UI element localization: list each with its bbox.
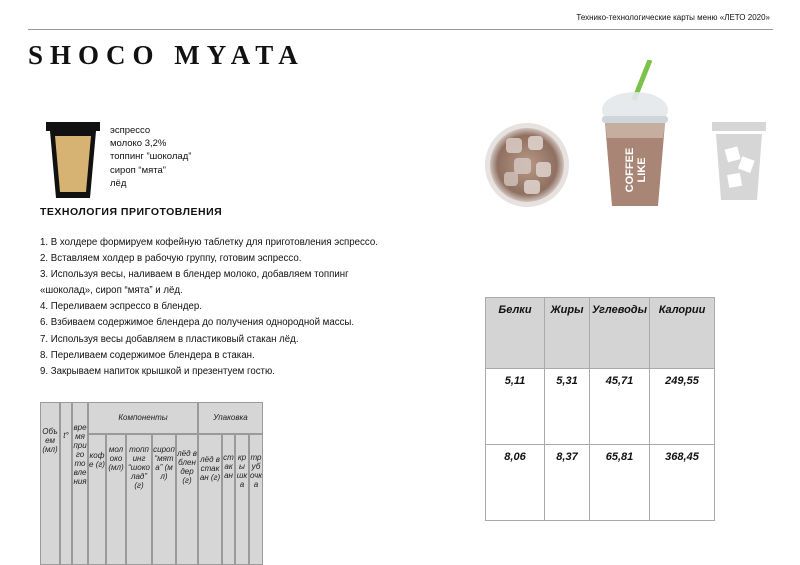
cup-brand-text: LIKE xyxy=(636,157,648,183)
table-header-row xyxy=(486,298,715,369)
table-cell: 8,06 xyxy=(486,445,545,521)
ingredient-item: топпинг ”шоколад” xyxy=(110,151,192,163)
step-item: 7. Используя весы добавляем в пластиковый стакан лёд. xyxy=(40,333,299,345)
table-cell: 8,37 xyxy=(545,445,590,521)
step-item: 4. Переливаем эспрессо в блендер. xyxy=(40,301,202,313)
drink-top-view-image xyxy=(484,122,570,208)
component-col-header: кофе (г) xyxy=(88,434,106,565)
step-item: 9. Закрываем напиток крышкой и презентуем гостю. xyxy=(40,365,275,377)
table-row xyxy=(486,369,715,445)
temp-header: t° xyxy=(60,402,72,565)
cup-brand-text: COFFEE xyxy=(624,147,636,193)
components-group-header: Компоненты xyxy=(88,402,198,434)
ingredient-item: лёд xyxy=(110,177,127,189)
volume-header: Объем (мл) xyxy=(40,402,60,565)
page-title: SHOCO MYATA xyxy=(28,40,305,70)
table-cell: 368,45 xyxy=(650,445,715,521)
packaging-group-header: Упаковка xyxy=(198,402,263,434)
section-title: ТЕХНОЛОГИЯ ПРИГОТОВЛЕНИЯ xyxy=(40,206,223,218)
step-item: 2. Вставляем холдер в рабочую группу, готовим эспрессо. xyxy=(40,253,302,265)
table-cell: 5,11 xyxy=(486,369,545,445)
table-cell: 45,71 xyxy=(590,369,650,445)
packaging-col-header: стакан xyxy=(222,434,235,565)
ingredient-item: сироп “мята” xyxy=(110,164,166,176)
steps-list xyxy=(40,235,460,380)
ingredients-list xyxy=(110,124,191,190)
step-item: 6. Взбиваем содержимое блендера до получения однородной массы. xyxy=(40,317,355,329)
header-cell: Углеводы xyxy=(590,298,650,369)
header-cell: Белки xyxy=(486,298,545,369)
ingredient-item: молоко 3,2% xyxy=(110,138,167,150)
packaging-col-header: трубочка xyxy=(249,434,263,565)
step-item: 3. Используя весы, наливаем в блендер молоко, добавляем топпинг xyxy=(40,269,349,281)
header-cell: Калории xyxy=(650,298,715,369)
nutrition-table xyxy=(485,297,715,521)
component-col-header: молоко (мл) xyxy=(106,434,126,565)
table-cell: 5,31 xyxy=(545,369,590,445)
components-table xyxy=(40,402,265,565)
table-cell: 249,55 xyxy=(650,369,715,445)
time-header: время приготовления xyxy=(72,402,88,565)
component-col-header: топпинг “шоколад” (г) xyxy=(126,434,152,565)
header-divider xyxy=(28,29,773,30)
header-caption: Технико-технологические карты меню «ЛЕТО 2020» xyxy=(576,13,770,22)
iced-drink-icon xyxy=(712,122,766,202)
table-cell: 65,81 xyxy=(590,445,650,521)
cup-icon xyxy=(44,122,102,202)
header-cell: Жиры xyxy=(545,298,590,369)
drink-cup-image xyxy=(600,60,674,208)
component-col-header: сироп “мята” (мл) xyxy=(152,434,176,565)
step-item: 1. В холдере формируем кофейную таблетку для приготовления эспрессо. xyxy=(40,237,378,248)
table-row xyxy=(486,445,715,521)
ingredient-item: эспрессо xyxy=(110,125,151,136)
component-col-header: лёд в стакан (г) xyxy=(198,434,222,565)
step-item: «шоколад», сироп “мята” и лёд. xyxy=(40,285,183,297)
component-col-header: лёд в блендер (г) xyxy=(176,434,198,565)
packaging-col-header: крышка xyxy=(235,434,249,565)
step-item: 8. Переливаем содержимое блендера в стакан. xyxy=(40,349,255,361)
